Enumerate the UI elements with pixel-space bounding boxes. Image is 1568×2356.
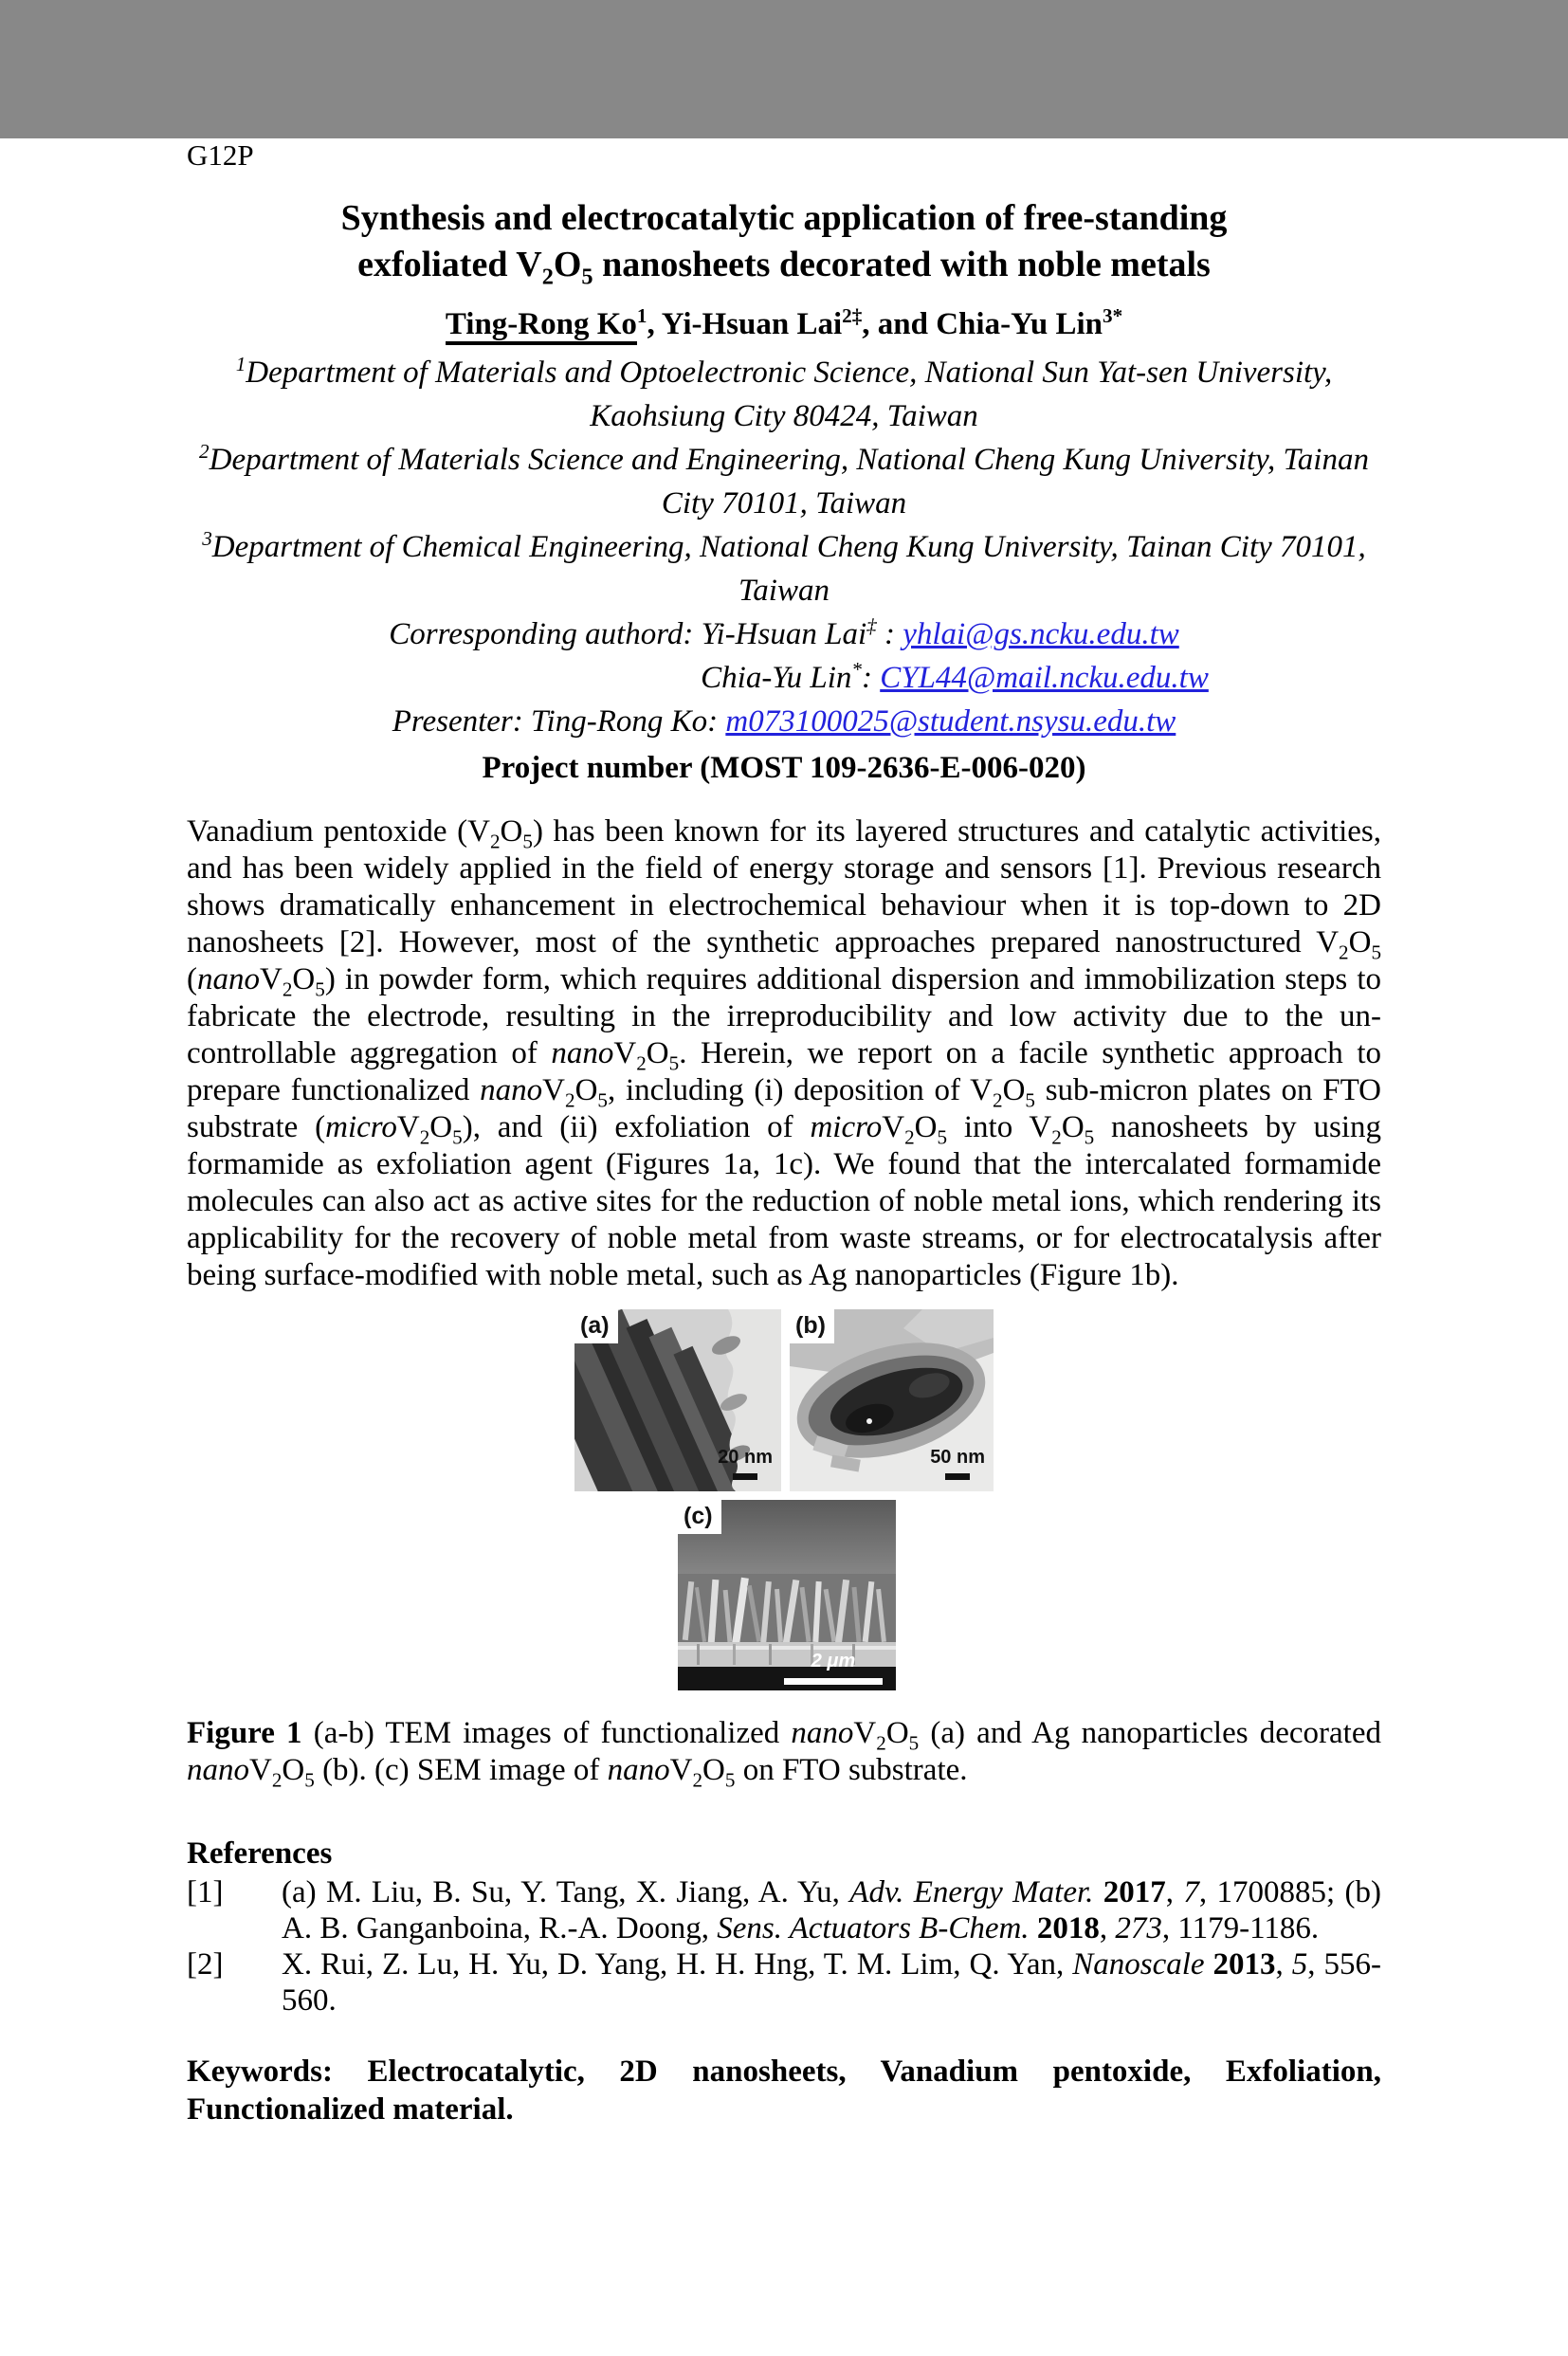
email-link[interactable]: yhlai@gs.ncku.edu.tw xyxy=(903,617,1179,651)
keywords-line-2: Functionalized material. xyxy=(187,2092,514,2127)
affiliation-line-3: $^3$Department of Chemical Engineering, National Cheng Kung University, Tainan City 70101, Taiwan xyxy=(202,527,1366,608)
figure-panel-a xyxy=(574,1309,781,1491)
scalebar-b-bar xyxy=(945,1473,970,1480)
paper-title: Synthesis and electrocatalytic application of free-standing exfoliated $V_2O_5$ nanosheets decorated with noble metals xyxy=(340,198,1228,290)
reference-item-1 xyxy=(187,1874,1381,1946)
scalebar-a xyxy=(718,1434,773,1480)
reference-marker-1: [1] xyxy=(187,1875,224,1909)
corresponding-author-line-2: Chia-Yu Lin*: CYL44@mail.ncku.edu.tw xyxy=(701,658,1209,695)
scalebar-c xyxy=(784,1637,883,1685)
keywords-line-1: Keywords: Electrocatalytic, 2D nanosheets, Vanadium pentoxide, Exfoliation, xyxy=(187,2055,1381,2089)
corresponding-author-line-1: Corresponding authord: Yi-Hsuan Lai‡ : yhlai@gs.ncku.edu.tw xyxy=(389,614,1179,651)
contacts-block xyxy=(187,612,1381,743)
scalebar-c-bar xyxy=(784,1678,883,1685)
figure-panel-c xyxy=(678,1500,896,1690)
reference-item-2 xyxy=(187,1946,1381,2018)
references-heading: References xyxy=(187,1836,333,1871)
abstract-paragraph: Vanadium pentoxide $(V_2O_5)$ has been known for its layered structures and catalytic activities, and has been widely applied in the field of energy storage and sensors [1]. Previous research shows dramatically enhancement in electrochemical behaviour when it is top-down to 2D nanosheets [2]. However, most of the synthetic approaches prepared nanostructured $V_2O_5$ $(nanoV_2O_5)$ in powder form, which requires additional dispersion and immobilization steps to fabricate the electrode, resulting in the irreproducibility and low activity due to the un-controllable aggregation of $nanoV_2O_5$. Herein, we report on a facile synthetic approach to prepare functionalized $nanoV_2O_5$, including (i) deposition of $V_2O_5$ sub-micron plates on FTO substrate $(microV_2O_5)$, and (ii) exfoliation of $microV_2O_5$ into $V_2O_5$ nanosheets by using formamide as exfoliation agent (Figures 1a, 1c). We found that the intercalated formamide molecules can also act as active sites for the reduction of noble metal ions, which rendering its applicability for the recovery of noble metal from waste streams, or for electrocatalysis after being surface-modified with noble metal, such as Ag nanoparticles (Figure 1b). xyxy=(187,814,1382,1292)
email-link[interactable]: m073100025@student.nsysu.edu.tw xyxy=(725,704,1176,739)
figure-label-b: (b) xyxy=(790,1309,834,1343)
scalebar-b-text: 50 nm xyxy=(930,1447,985,1468)
presenter-line: Presenter: Ting-Rong Ko: m073100025@student.nsysu.edu.tw xyxy=(392,704,1176,739)
figure-1 xyxy=(187,1302,1381,1704)
affiliation-line-2: $^2$Department of Materials Science and Engineering, National Cheng Kung University, Tainan City 70101, Taiwan xyxy=(199,440,1369,521)
paper-page xyxy=(0,138,1568,2356)
email-link[interactable]: CYL44@mail.ncku.edu.tw xyxy=(880,661,1209,695)
project-number: Project number (MOST 109-2636-E-006-020) xyxy=(482,751,1086,785)
reference-marker-2: [2] xyxy=(187,1947,224,1982)
figure-panel-b xyxy=(790,1309,994,1491)
page-code: G12P xyxy=(187,138,254,172)
scalebar-c-text: 2 μm xyxy=(811,1651,856,1671)
affiliation-line-1: $^1$Department of Materials and Optoelectronic Science, National Sun Yat-sen University, Kaohsiung City 80424, Taiwan xyxy=(235,353,1333,433)
scalebar-a-text: 20 nm xyxy=(718,1447,773,1468)
figure-caption: Figure 1 (a-b) TEM images of functionalized $nanoV_2O_5$ (a) and Ag nanoparticles decorated $nanoV_2O_5$ (b). (c) SEM image of $nanoV_2O_5$ on FTO substrate. xyxy=(187,1716,1381,1792)
affiliations-block xyxy=(187,351,1381,612)
authors-line: Ting-Rong Ko$^1$, Yi-Hsuan Lai$^{2\ddagger}$, and Chia-Yu Lin$^{3*}$ xyxy=(187,303,1381,345)
keywords-block xyxy=(187,2053,1381,2128)
figure-label-a: (a) xyxy=(574,1309,618,1343)
reference-text-2: X. Rui, Z. Lu, H. Yu, D. Yang, H. H. Hng, T. M. Lim, Q. Yan, Nanoscale 2013, 5, 556-560. xyxy=(282,1947,1381,2018)
figure-label-c: (c) xyxy=(678,1500,721,1534)
scalebar-b xyxy=(930,1434,985,1480)
scalebar-a-bar xyxy=(733,1473,757,1480)
reference-text-1: (a) M. Liu, B. Su, Y. Tang, X. Jiang, A. Yu, Adv. Energy Mater. 2017, 7, 1700885; (b) A. B. Ganganboina, R.-A. Doong, Sens. Actuators B-Chem. 2018, 273, 1179-1186. xyxy=(282,1875,1381,1945)
